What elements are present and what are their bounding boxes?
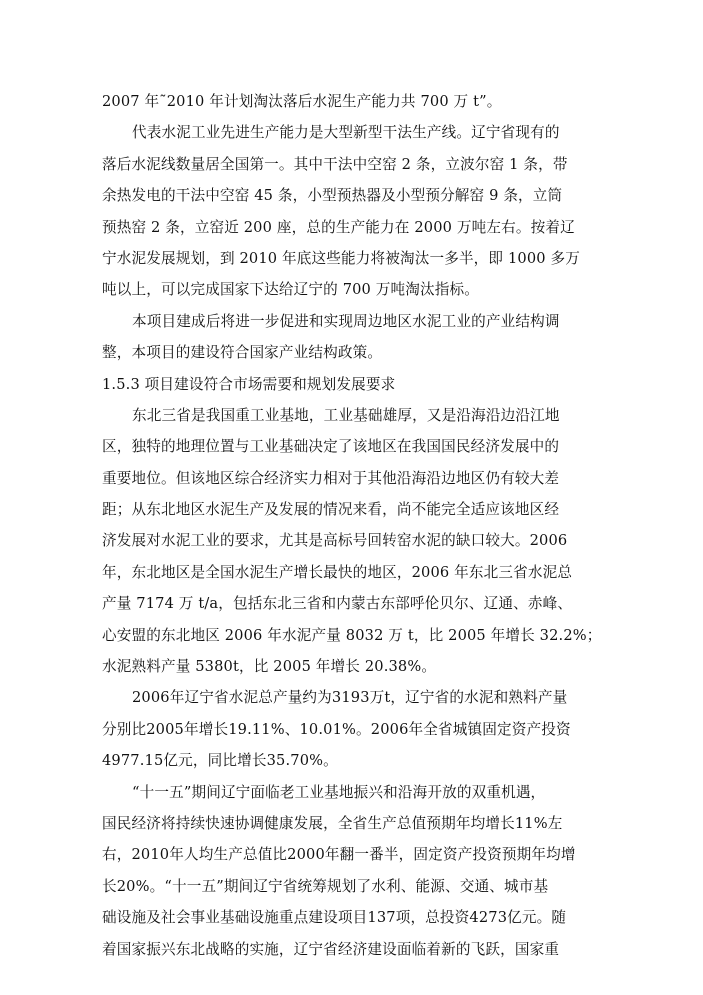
text-line: 重要地位。但该地区综合经济实力相对于其他沿海沿边地区仍有较大差 — [102, 469, 560, 487]
text-line: 水泥熟料产量 5380t，比 2005 年增长 20.38%。 — [102, 658, 437, 676]
text-line: 宁水泥发展规划，到 2010 年底这些能力将被淘汰一多半，即 1000 多万 — [102, 249, 580, 267]
text-line: 产量 7174 万 t/a，包括东北三省和内蒙古东部呼伦贝尔、辽通、赤峰、 — [102, 595, 573, 613]
text-line: “十一五”期间辽宁面临老工业基地振兴和沿海开放的双重机遇， — [132, 783, 546, 801]
text-line: 代表水泥工业先进生产能力是大型新型干法生产线。辽宁省现有的 — [132, 124, 560, 142]
text-line: 础设施及社会事业基础设施重点建设项目137项，总投资4273亿元。随 — [102, 909, 567, 927]
text-line: 距；从东北地区水泥生产及发展的情况来看，尚不能完全适应该地区经 — [102, 501, 560, 519]
text-line: 东北三省是我国重工业基地，工业基础雄厚，又是沿海沿边沿江地 — [132, 406, 560, 424]
text-line: 吨以上，可以完成国家下达给辽宁的 700 万吨淘汰指标。 — [102, 281, 479, 299]
text-line: 着国家振兴东北战略的实施，辽宁省经济建设面临着新的飞跃，国家重 — [102, 940, 560, 958]
section-heading: 1.5.3 项目建设符合市场需要和规划发展要求 — [102, 375, 396, 393]
text-line: 国民经济将持续快速协调健康发展，全省生产总值预期年均增长11%左 — [102, 814, 563, 832]
text-line: 本项目建成后将进一步促进和实现周边地区水泥工业的产业结构调 — [132, 312, 560, 330]
text-line: 2006年辽宁省水泥总产量约为3193万t，辽宁省的水泥和熟料产量 — [132, 689, 568, 707]
text-line: 分别比2005年增长19.11%、10.01%。2006年全省城镇固定资产投资 — [102, 720, 571, 738]
text-line: 长20%。“十一五”期间辽宁省统筹规划了水利、能源、交通、城市基 — [102, 877, 549, 895]
body-text — [102, 86, 607, 965]
text-line: 4977.15亿元，同比增长35.70%。 — [102, 752, 338, 770]
text-line: 心安盟的东北地区 2006 年水泥产量 8032 万 t，比 2005 年增长 32.2%； — [102, 626, 602, 644]
text-line: 济发展对水泥工业的要求，尤其是高标号回转窑水泥的缺口较大。2006 — [102, 532, 568, 550]
text-line: 2007 年˜2010 年计划淘汰落后水泥生产能力共 700 万 t”。 — [102, 93, 502, 110]
text-line: 右，2010年人均生产总值比2000年翻一番半，固定资产投资预期年均增 — [102, 846, 576, 864]
text-line: 年，东北地区是全国水泥生产增长最快的地区，2006 年东北三省水泥总 — [102, 563, 573, 581]
text-line: 区，独特的地理位置与工业基础决定了该地区在我国国民经济发展中的 — [102, 438, 560, 456]
text-line: 整，本项目的建设符合国家产业结构政策。 — [102, 344, 383, 362]
text-line: 预热窑 2 条，立窑近 200 座，总的生产能力在 2000 万吨左右。按着辽 — [102, 218, 575, 236]
text-line: 落后水泥线数量居全国第一。其中干法中空窑 2 条，立波尔窑 1 条，带 — [102, 155, 568, 173]
text-line: 余热发电的干法中空窑 45 条，小型预热器及小型预分解窑 9 条，立筒 — [102, 187, 563, 205]
